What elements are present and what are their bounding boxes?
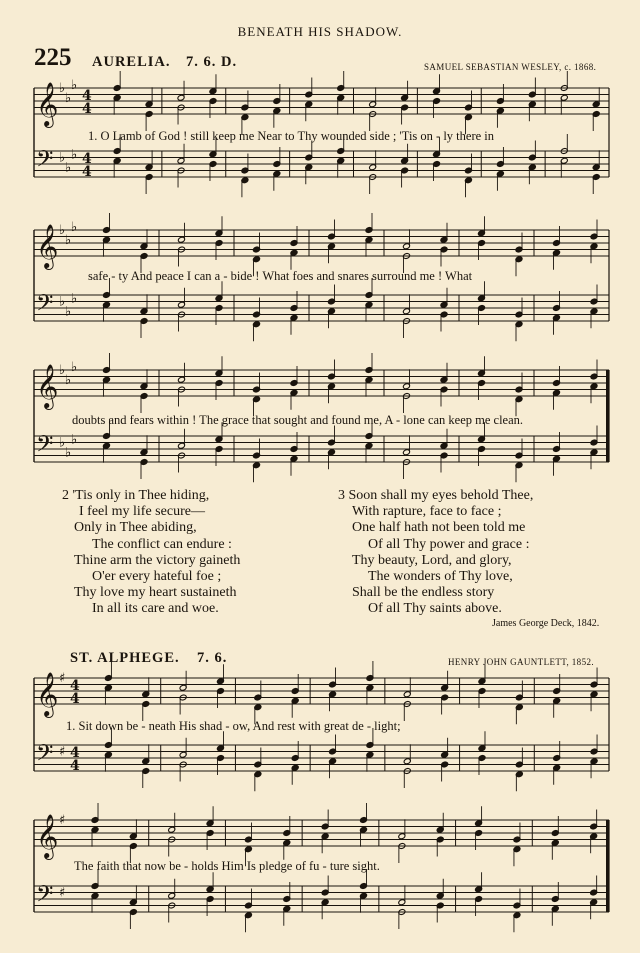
flat-sign: ♭ [59,435,66,451]
tune-name-aurelia: AURELIA. [92,54,171,70]
flat-sign: ♭ [59,223,66,238]
time-signature-digit: 4 [70,758,80,774]
meter-aurelia: 7. 6. D. [186,54,238,70]
hymn-author: James George Deck, 1842. [492,618,600,629]
flat-sign: ♭ [65,160,72,176]
flat-sign: ♭ [65,90,72,106]
time-signature-digit: 4 [70,691,80,707]
stanza-line: Shall be the endless story [352,585,495,601]
bass-clef: 𝄢 [36,740,54,772]
stanza-line: 3 Soon shall my eyes behold Thee, [338,488,534,503]
flat-sign: ♭ [71,77,78,93]
meter-alphege: 7. 6. [197,650,228,666]
flat-sign: ♭ [65,304,72,320]
time-signature-digit: 4 [82,151,92,167]
stanza-line: Thy beauty, Lord, and glory, [352,552,512,568]
sharp-sign: ♯ [59,885,66,901]
stanza-line: One half hath not been told me [352,520,526,536]
flat-sign: ♭ [71,219,78,235]
stanza-line: Of all Thy saints above. [368,601,502,617]
bass-clef: 𝄢 [36,881,54,913]
sharp-sign: ♯ [59,671,66,686]
stanza-line: Thine arm the victory gaineth [74,552,241,568]
sharp-sign: ♯ [59,813,66,828]
flat-sign: ♭ [71,432,78,448]
lyric-line-2: safe - ty And peace I can a - bide ! What foes and snares surround me ! What [88,269,473,283]
flat-sign: ♭ [65,372,72,388]
time-signature-digit: 4 [70,678,80,694]
flat-sign: ♭ [65,232,72,248]
flat-sign: ♭ [59,294,66,310]
tune-name-alphege: ST. ALPHEGE. [70,650,180,666]
treble-clef: 𝄞 [36,814,59,858]
final-bar-thick [606,370,609,462]
flat-sign: ♭ [71,359,78,375]
stanza-line: I feel my life secure— [79,504,205,520]
sharp-sign: ♯ [59,744,66,760]
hymn-number: 225 [34,44,72,71]
running-head: BENEATH HIS SHADOW. [237,24,403,39]
time-signature-digit: 4 [82,88,92,104]
stanza-line: 2 'Tis only in Thee hiding, [62,488,210,503]
treble-clef: 𝄞 [36,672,59,716]
flat-sign: ♭ [59,150,66,166]
lyric-line-5: The faith that now be - holds Him Is pledge of fu - ture sight. [74,859,380,873]
stanza-line: In all its care and woe. [92,601,219,617]
stanza-2 [62,488,240,618]
treble-clef: 𝄞 [36,82,59,126]
flat-sign: ♭ [71,147,78,163]
composer-aurelia: SAMUEL SEBASTIAN WESLEY, c. 1868. [424,62,597,72]
flat-sign: ♭ [71,291,78,307]
flat-sign: ♭ [65,445,72,461]
stanza-line: The conflict can endure : [92,536,232,552]
lyric-line-3: doubts and fears within ! The grace that sought and found me, A - lone can keep me clean. [72,413,524,427]
stanza-line: Only in Thee abiding, [74,520,197,536]
flat-sign: ♭ [59,363,66,378]
stanza-line: O'er every hateful foe ; [92,569,222,585]
lyric-line-4: 1. Sit down be - neath His shad - ow, And rest with great de - light; [66,719,401,733]
time-signature-digit: 4 [82,164,92,180]
time-signature-digit: 4 [70,745,80,761]
stanza-line: Thy love my heart sustaineth [74,585,237,601]
stanza-line: Of all Thy power and grace : [368,536,530,552]
music-system-5 [0,810,640,950]
bass-clef: 𝄢 [36,431,54,463]
composer-alphege: HENRY JOHN GAUNTLETT, 1852. [448,657,595,667]
lyric-line-1: 1. O Lamb of God ! still keep me Near to Thy wounded side ; 'Tis on - ly there in [88,129,495,143]
stanza-3 [338,488,533,618]
bass-clef: 𝄢 [36,146,54,178]
treble-clef: 𝄞 [36,224,59,268]
stanza-line: With rapture, face to face ; [352,504,502,520]
flat-sign: ♭ [59,81,66,96]
treble-clef: 𝄞 [36,364,59,408]
bass-clef: 𝄢 [36,290,54,322]
final-bar-thick [606,820,609,912]
time-signature-digit: 4 [82,101,92,117]
stanza-line: The wonders of Thy love, [368,569,513,585]
music-system-2 [0,220,640,350]
